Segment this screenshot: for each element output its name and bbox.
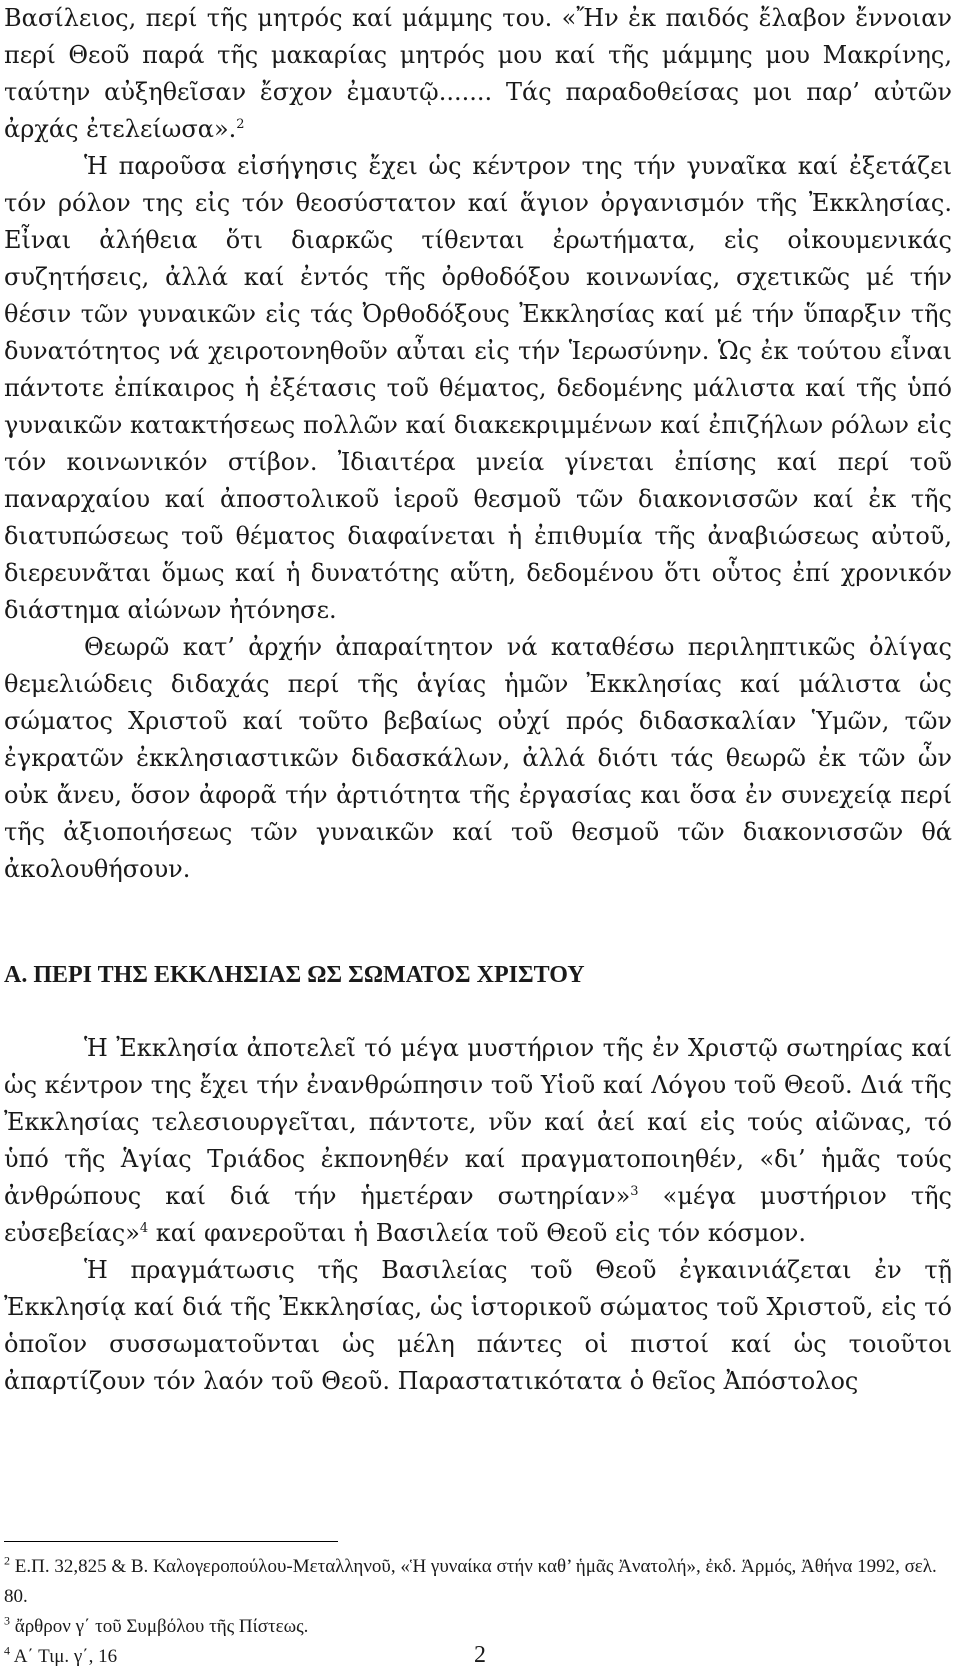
footnote-number: 2 (4, 1553, 10, 1568)
body-text-bottom (4, 1030, 952, 1400)
footnote-text: Α΄ Τιμ. γ΄, 16 (13, 1646, 118, 1667)
paragraph-4-text-c: καί φανεροῦται ἡ Βασιλεία τοῦ Θεοῦ εἰς τόν κόσμον. (148, 1219, 806, 1247)
section-heading: Α. ΠΕΡΙ ΤΗΣ ΕΚΚΛΗΣΙΑΣ ΩΣ ΣΩΜΑΤΟΣ ΧΡΙΣΤΟΥ (4, 962, 585, 988)
footnote-number: 3 (4, 1613, 10, 1628)
footnote-number: 4 (4, 1643, 10, 1658)
footnote-2 (4, 1552, 952, 1612)
paragraph-1 (4, 0, 952, 148)
footnote-ref-4: 4 (139, 1221, 149, 1236)
page-number: 2 (474, 1642, 486, 1668)
paragraph-4-text-b: «μέγα μυστήριον τῆς εὐσεβείας» (4, 1182, 952, 1247)
footnote-text: Ε.Π. 32,825 & Β. Καλογεροπούλου-Μεταλληνοῦ, «Ἡ γυναίκα στήν καθ’ ἡμᾶς Ἀνατολή», ἐκδ. Ἁρμός, Ἀθήνα 1992, σελ. 80. (4, 1556, 937, 1607)
paragraph-4-text-a: Ἡ Ἐκκλησία ἀποτελεῖ τό μέγα μυστήριον τῆς ἐν Χριστῷ σωτηρίας καί ὡς κέντρον της ἔχει τήν ἐνανθρώπησιν τοῦ Υἱοῦ καί Λόγου τοῦ Θεοῦ. Διά τῆς Ἐκκλησίας τελεσιουργεῖται, πάντοτε, νῦν καί ἀεί καί εἰς τούς αἰῶνας, τό ὑπό τῆς Ἁγίας Τριάδος ἐκπονηθέν καί πραγματοποιηθέν, «δι’ ἡμᾶς τούς ἀνθρώπους καί διά τήν ἡμετέραν σωτηρίαν» (4, 1034, 952, 1210)
paragraph-3: Θεωρῶ κατ’ ἀρχήν ἀπαραίτητον νά καταθέσω περιληπτικῶς ὀλίγας θεμελιώδεις διδαχάς περί τῆς ἁγίας ἡμῶν Ἐκκλησίας καί μάλιστα ὡς σώματος Χριστοῦ καί τοῦτο βεβαίως οὐχί πρός διδασκαλίαν Ὑμῶν, τῶν ἐγκρατῶν ἐκκλησιαστικῶν διδασκάλων, ἀλλά διότι τάς θεωρῶ ἐκ τῶν ὧν οὐκ ἄνευ, ὅσον ἀφορᾶ τήν ἀρτιότητα τῆς ἐργασίας και ὅσα ἐν συνεχείᾳ περί τῆς ἀξιοποιήσεως τῶν γυναικῶν καί τοῦ θεσμοῦ τῶν διακονισσῶν θά ἀκολουθήσουν. (4, 633, 952, 883)
paragraph-4 (4, 1030, 952, 1252)
footnote-text: ἄρθρον γ΄ τοῦ Συμβόλου τῆς Πίστεως. (14, 1616, 309, 1637)
body-text-top (4, 0, 952, 888)
paragraph-2: Ἡ παροῦσα εἰσήγησις ἔχει ὡς κέντρον της τήν γυναῖκα καί ἐξετάζει τόν ρόλον της εἰς τόν θεοσύστατον καί ἅγιον ὀργανισμόν τῆς Ἐκκλησίας. Εἶναι ἀλήθεια ὅτι διαρκῶς τίθενται ἐρωτήματα, εἰς οἰκουμενικάς συζητήσεις, ἀλλά καί ἐντός τῆς ὀρθοδόξου κοινωνίας, σχετικῶς μέ τήν θέσιν τῶν γυναικῶν εἰς τάς Ὀρθοδόξους Ἐκκλησίας καί μέ τήν ὕπαρξιν τῆς δυνατότητος νά χειροτονηθοῦν αὖται εἰς τήν Ἱερωσύνην. Ὡς ἐκ τούτου εἶναι πάντοτε ἐπίκαιρος ἡ ἐξέτασις τοῦ θέματος, δεδομένης μάλιστα καί τῆς ὑπό γυναικῶν κατακτήσεως πολλῶν καί διακεκριμμένων καί ἐπιζήλων ρόλων εἰς τόν κοινωνικόν στίβον. Ἰδιαιτέρα μνεία γίνεται ἐπίσης καί περί τοῦ παναρχαίου καί ἀποστολικοῦ ἱεροῦ θεσμοῦ τῶν διακονισσῶν καί ἐκ τῆς διατυπώσεως τοῦ θέματος διαφαίνεται ἡ ἐπιθυμία τῆς ἀναβιώσεως αὐτοῦ, διερευνᾶται ὅμως καί ἡ δυνατότης αὕτη, δεδομένου ὅτι οὗτος ἐπί χρονικόν διάστημα αἰώνων ἠτόνησε. (4, 152, 952, 624)
paragraph-5: Ἡ πραγμάτωσις τῆς Βασιλείας τοῦ Θεοῦ ἐγκαινιάζεται ἐν τῇ Ἐκκλησίᾳ καί διά τῆς Ἐκκλησίας, ὡς ἱστορικοῦ σώματος τοῦ Χριστοῦ, εἰς τό ὁποῖον συσσωματοῦνται ὡς μέλη πάντες οἱ πιστοί καί ὡς τοιοῦτοι ἀπαρτίζουν τόν λαόν τοῦ Θεοῦ. Παραστατικότατα ὁ θεῖος Ἀπόστολος (4, 1256, 952, 1395)
footnote-ref-2: 2 (236, 117, 245, 132)
paragraph-1-text: Βασίλειος, περί τῆς μητρός καί μάμμης του. «Ἤν ἐκ παιδός ἔλαβον ἔννοιαν περί Θεοῦ παρά τῆς μακαρίας μητρός μου καί τῆς μάμμης μου Μακρίνης, ταύτην αὐξηθεῖσαν ἔσχον ἐμαυτῷ....... Τάς παραδοθείσας μοι παρ’ αὐτῶν ἀρχάς ἐτελείωσα». (4, 4, 952, 143)
footnote-3 (4, 1612, 952, 1642)
footnote-ref-3: 3 (630, 1184, 639, 1199)
footnote-separator (4, 1541, 338, 1542)
